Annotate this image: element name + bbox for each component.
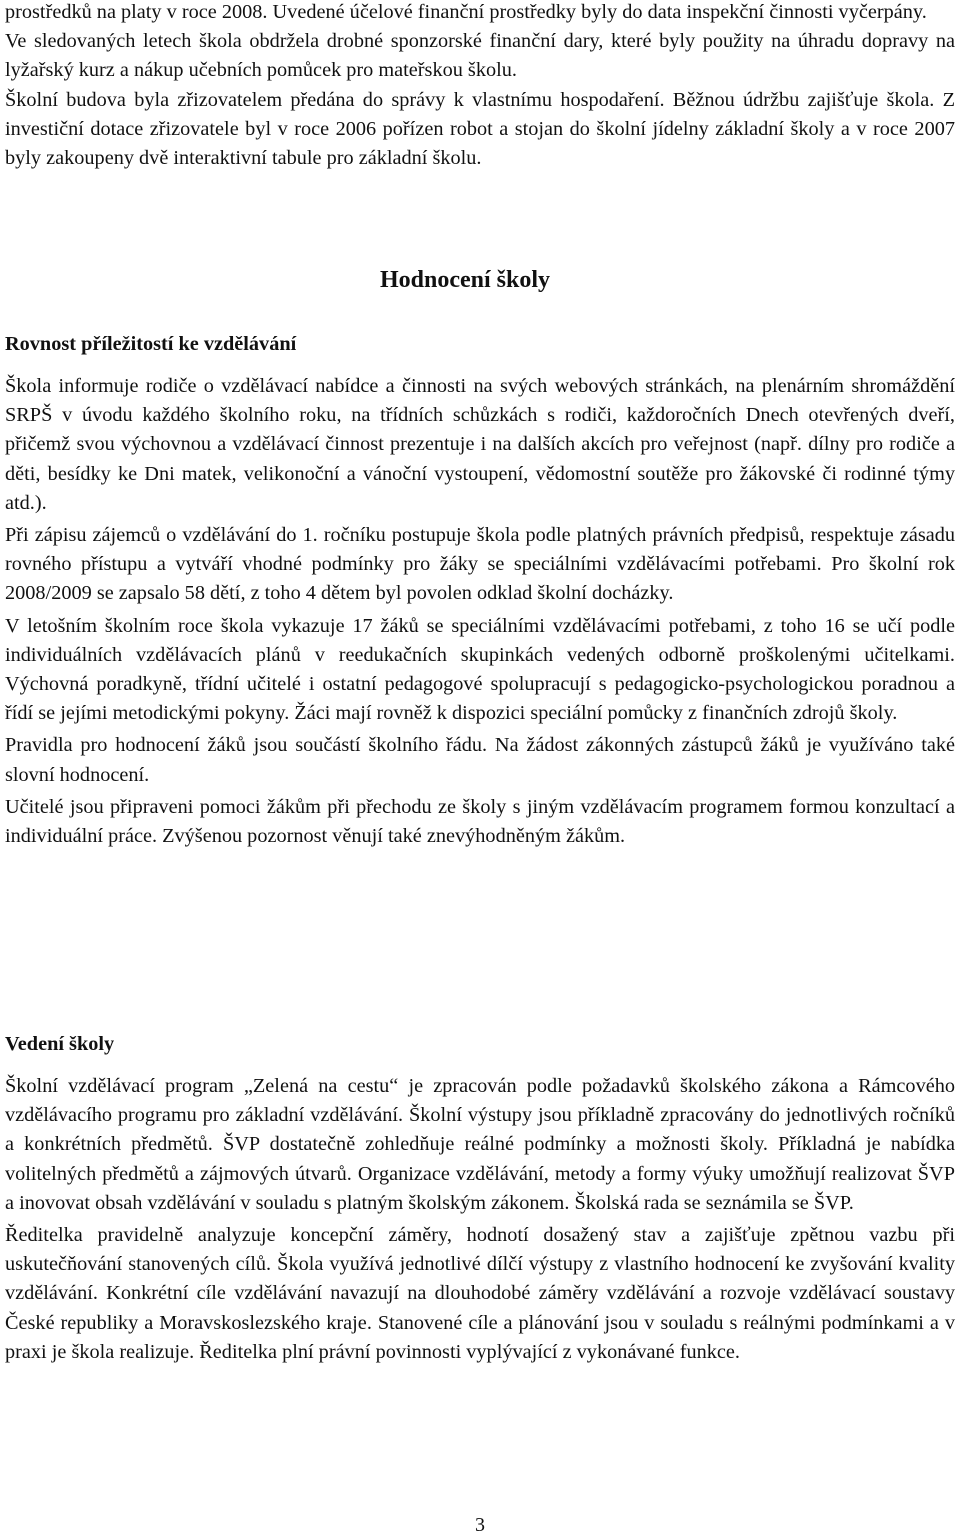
equal-paragraph-2: Při zápisu zájemců o vzdělávání do 1. ročníku postupuje škola podle platných právních předpisů, respektuje zásadu rovného přístupu a vytváří vhodné podmínky pro žáky se speciálními vzdělávacími potřebami. Pro školní rok 2008/2009 se zapsalo 58 dětí, z toho 4 dětem byl povolen odklad školní docházky.: [5, 524, 955, 605]
section-heading-equal-opportunities: Rovnost příležitostí ke vzdělávání: [5, 333, 297, 355]
page-number: 3: [475, 1514, 485, 1536]
intro-block: [5, 0, 955, 173]
section-equal-opportunities: [5, 330, 955, 851]
equal-paragraph-4: Pravidla pro hodnocení žáků jsou součástí školního řádu. Na žádost zákonných zástupců žáků je využíváno také slovní hodnocení.: [5, 734, 955, 786]
section-school-leadership: [5, 1030, 955, 1367]
intro-paragraph-1: prostředků na platy v roce 2008. Uvedené účelové finanční prostředky byly do data inspekční činnosti vyčerpány.: [5, 1, 927, 23]
equal-paragraph-1: Škola informuje rodiče o vzdělávací nabídce a činnosti na svých webových stránkách, na plenárním shromáždění SRPŠ v úvodu každého školního roku, na třídních schůzkách s rodiči, každoročních Dnech otevřených dveří, přičemž svou výchovnou a vzdělávací činnost prezentuje i na dalších akcích pro veřejnost (např. dílny pro rodiče a děti, besídky ke Dni matek, velikonoční a vánoční vystoupení, vědomostní soutěže pro žákovské či rodinné týmy atd.).: [5, 375, 955, 514]
lead-paragraph-1: Školní vzdělávací program „Zelená na cestu“ je zpracován podle požadavků školského zákona a Rámcového vzdělávacího programu pro základní vzdělávání. Školní výstupy jsou příkladně zpracovány do jednotlivých ročníků a konkrétních předmětů. ŠVP dostatečně zohledňuje reálné podmínky a možnosti školy. Příkladná je nabídka volitelných předmětů a zájmových útvarů. Organizace vzdělávání, metody a formy výuky umožňují realizovat ŠVP a inovovat obsah vzdělávání v souladu s platným školským zákonem. Školská rada se seznámila se ŠVP.: [5, 1075, 955, 1214]
intro-paragraph-3: Školní budova byla zřizovatelem předána do správy k vlastnímu hospodaření. Běžnou údržbu zajišťuje škola. Z investiční dotace zřizovatele byl v roce 2006 pořízen robot a stojan do školní jídelny základní školy a v roce 2007 byly zakoupeny dvě interaktivní tabule pro základní školu.: [5, 88, 955, 170]
lead-paragraph-2: Ředitelka pravidelně analyzuje koncepční záměry, hodnotí dosažený stav a zajišťuje zpětnou vazbu při uskutečňování stanovených cílů. Škola využívá jednotlivé dílčí výstupy z vlastního hodnocení ke zvyšování kvality vzdělávání. Konkrétní cíle vzdělávání navazují na dlouhodobé záměry vzdělávání a rozvoje vzdělávací soustavy České republiky a Moravskoslezského kraje. Stanovené cíle a plánování jsou v souladu s reálnými podmínkami a v praxi je škola realizuje. Ředitelka plní právní povinnosti vyplývající z vykonávané funkce.: [5, 1224, 955, 1363]
page-title: Hodnocení školy: [380, 267, 551, 293]
equal-paragraph-3: V letošním školním roce škola vykazuje 17 žáků se speciálními vzdělávacími potřebami, z toho 16 se učí podle individuálních vzdělávacích plánů v reedukačních skupinkách vedených odborně proškolenými učitelkami. Výchovná poradkyně, třídní učitelé i ostatní pedagogové spolupracují s pedagogicko-psychologickou poradnou a řídí se jejími metodickými pokyny. Žáci mají rovněž k dispozici speciální pomůcky z finančních zdrojů školy.: [5, 614, 955, 725]
section-heading-school-leadership: Vedení školy: [5, 1033, 115, 1055]
intro-paragraph-2: Ve sledovaných letech škola obdržela drobné sponzorské finanční dary, které byly použity na úhradu dopravy na lyžařský kurz a nákup učebních pomůcek pro mateřskou školu.: [5, 30, 955, 82]
equal-paragraph-5: Učitelé jsou připraveni pomoci žákům při přechodu ze školy s jiným vzdělávacím programem formou konzultací a individuální práce. Zvýšenou pozornost věnují také znevýhodněným žákům.: [5, 795, 955, 848]
